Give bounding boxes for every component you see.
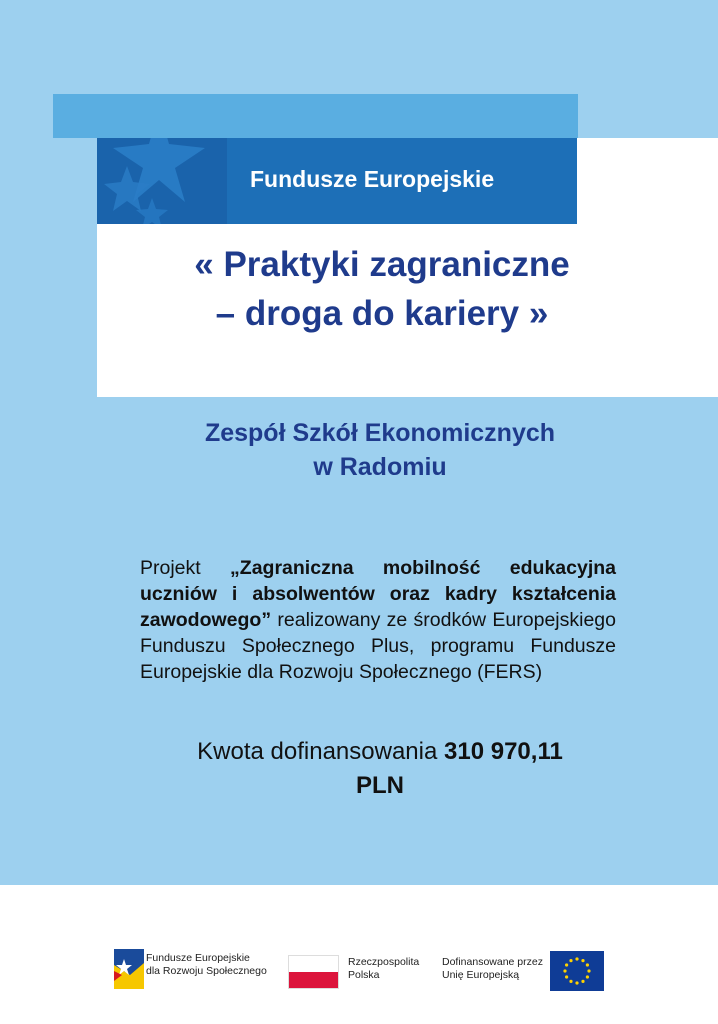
school-name bbox=[100, 416, 660, 484]
flag-white-stripe bbox=[289, 956, 338, 972]
footer-logos bbox=[0, 885, 718, 1024]
eu-logo-line-2: Unię Europejską bbox=[442, 969, 520, 981]
fe-logo-icon bbox=[108, 945, 148, 993]
school-line-1: Zespół Szkół Ekonomicznych bbox=[204, 419, 556, 447]
project-description bbox=[140, 555, 616, 685]
project-suffix: realizowany ze środków Europejskiego Funduszu Społecznego Plus, programu Fundusze Europejskie dla Rozwoju Społecznego (FERS) bbox=[140, 609, 616, 683]
rp-logo-line-2: Polska bbox=[348, 969, 380, 981]
eu-logo-text bbox=[442, 956, 543, 982]
stars-graphic-icon bbox=[97, 138, 227, 224]
title-line-1: « Praktyki zagraniczne bbox=[194, 245, 570, 284]
fundusze-europejskie-banner bbox=[97, 138, 577, 224]
eu-logo-line-1: Dofinansowane przez bbox=[442, 956, 543, 968]
funding-value: 310 970,11 bbox=[444, 738, 563, 765]
poland-flag-icon bbox=[288, 955, 339, 989]
fe-logo-line-1: Fundusze Europejskie bbox=[146, 952, 250, 964]
funding-amount bbox=[160, 735, 600, 803]
funding-label: Kwota dofinansowania bbox=[197, 738, 445, 765]
fe-stars-logo bbox=[97, 138, 227, 224]
funding-currency: PLN bbox=[356, 772, 404, 799]
project-name: „Zagraniczna mobilność edukacyjna uczniów i absolwentów oraz kadry kształcenia zawodowego” bbox=[140, 557, 616, 631]
poster-title bbox=[97, 240, 667, 338]
rp-logo-line-1: Rzeczpospolita bbox=[348, 956, 420, 968]
eu-flag-icon bbox=[550, 951, 604, 991]
accent-band bbox=[53, 94, 578, 138]
title-line-2: – droga do kariery » bbox=[215, 294, 549, 333]
rp-logo-text bbox=[348, 956, 419, 982]
flag-red-stripe bbox=[289, 972, 338, 988]
banner-title: Fundusze Europejskie bbox=[250, 166, 495, 192]
fe-logo-line-2: dla Rozwoju Społecznego bbox=[146, 965, 267, 977]
fe-logo-text bbox=[146, 952, 267, 978]
project-prefix: Projekt bbox=[140, 557, 231, 579]
school-line-2: w Radomiu bbox=[313, 453, 447, 481]
